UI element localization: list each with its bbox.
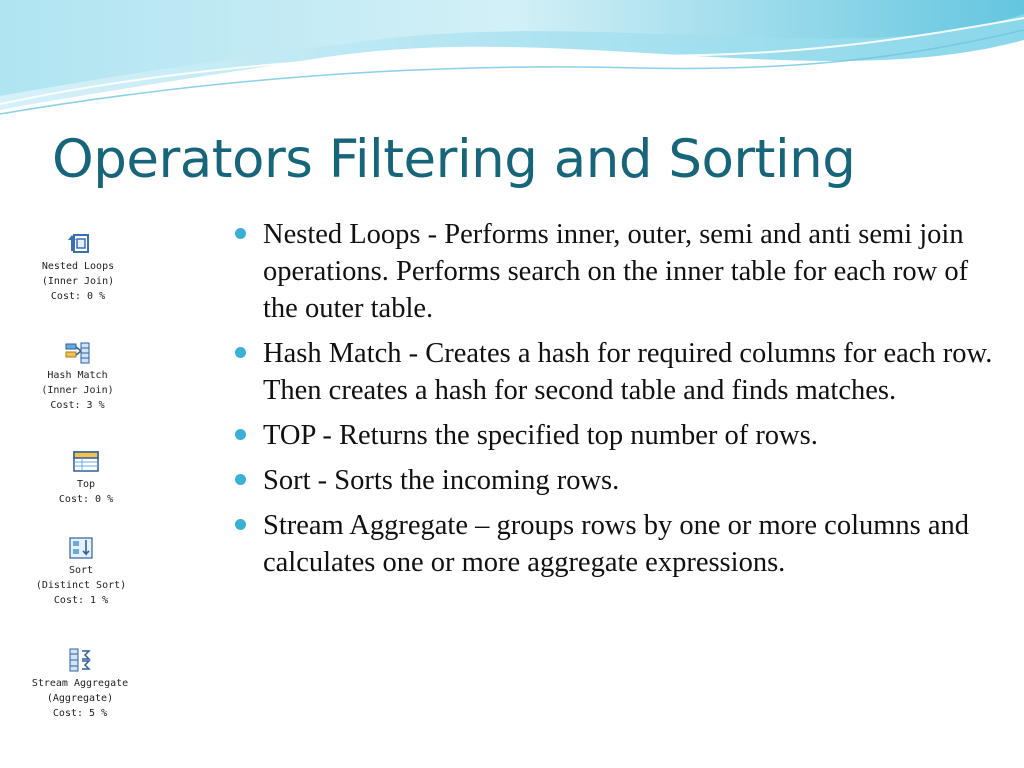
sort-operator [26,535,136,608]
top-operator [46,449,126,507]
operator-cost: Cost: 0 % [58,494,114,505]
nested-loops-operator [28,231,128,304]
operator-name: Nested Loops [41,261,115,272]
bullet-text: Stream Aggregate – groups rows by one or more columns and calculates one or more aggregate expressions. [263,510,970,578]
bullet-item [233,216,993,327]
bullet-dot-icon [235,429,246,440]
operator-name: Hash Match [47,370,108,381]
operator-icons-column [0,0,220,768]
operator-subtitle: (Inner Join) [41,385,114,396]
operator-name: Sort [68,565,94,576]
bullet-text: Hash Match - Creates a hash for required columns for each row. Then creates a hash for second table and finds matches. [263,338,993,406]
stream-aggregate-operator [18,646,142,721]
bullet-text: TOP - Returns the specified top number of rows. [263,420,818,451]
bullet-item [233,462,993,499]
operator-cost: Cost: 0 % [50,291,106,302]
operator-name: Top [76,479,96,490]
nested-loops-icon [65,231,91,257]
bullet-list [233,216,993,589]
bullet-item [233,417,993,454]
stream-aggregate-icon [66,646,94,674]
operator-cost: Cost: 1 % [53,595,109,606]
bullet-dot-icon [235,228,246,239]
slide-title: Operators Filtering and Sorting [52,129,856,190]
operator-cost: Cost: 5 % [52,708,108,719]
operator-subtitle: (Aggregate) [46,693,114,704]
operator-subtitle: (Inner Join) [41,276,115,287]
operator-subtitle: (Distinct Sort) [35,580,127,591]
bullet-item [233,507,993,581]
bullet-item [233,335,993,409]
hash-match-operator [35,340,120,413]
hash-match-icon [64,340,92,366]
bullet-dot-icon [235,347,246,358]
operator-name: Stream Aggregate [31,678,129,689]
bullet-text: Sort - Sorts the incoming rows. [263,465,620,496]
bullet-dot-icon [235,519,246,530]
sort-icon [67,535,95,561]
operator-cost: Cost: 3 % [50,400,105,411]
top-icon [72,449,100,475]
bullet-text: Nested Loops - Performs inner, outer, semi and anti semi join operations. Performs search on the inner table for each row of the outer table. [263,219,969,324]
bullet-dot-icon [235,474,246,485]
